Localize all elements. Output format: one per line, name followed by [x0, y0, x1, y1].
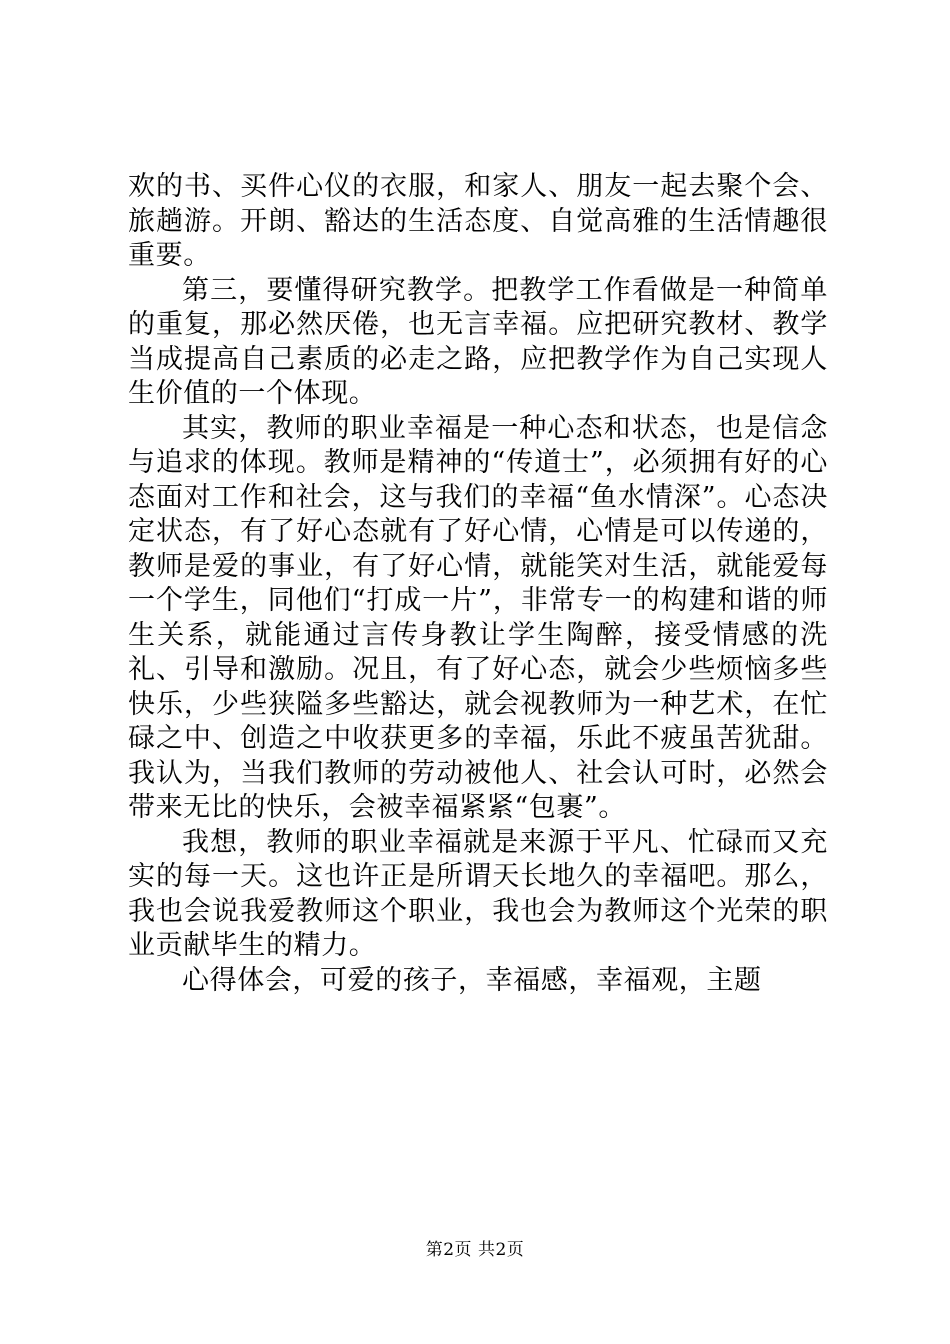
paragraph-continuation: 欢的书、买件心仪的衣服，和家人、朋友一起去聚个会、旅趟游。开朗、豁达的生活态度、自觉高雅的生活情趣很重要。 [128, 171, 828, 271]
paragraph-conclusion: 我想，教师的职业幸福就是来源于平凡、忙碌而又充实的每一天。这也许正是所谓天长地久的幸福吧。那么，我也会说我爱教师这个职业，我也会为教师这个光荣的职业贡献毕生的精力。 [128, 826, 828, 961]
document-body [128, 170, 828, 998]
paragraph-mindset: 其实，教师的职业幸福是一种心态和状态，也是信念与追求的体现。教师是精神的“传道士”，必须拥有好的心态面对工作和社会，这与我们的幸福“鱼水情深”。心态决定状态，有了好心态就有了好心情，心情是可以传递的，教师是爱的事业，有了好心情，就能笑对生活，就能爱每一个学生，同他们“打成一片”，非常专一的构建和谐的师生关系，就能通过言传身教让学生陶醉，接受情感的洗礼、引导和激励。况且，有了好心态，就会少些烦恼多些快乐，少些狭隘多些豁达，就会视教师为一种艺术，在忙碌之中、创造之中收获更多的幸福，乐此不疲虽苦犹甜。我认为，当我们教师的劳动被他人、社会认可时，必然会带来无比的快乐，会被幸福紧紧“包裹”。 [128, 412, 828, 823]
keywords-line: 心得体会，可爱的孩子，幸福感，幸福观，主题 [182, 964, 762, 996]
page-footer: 第2页 共2页 [425, 1240, 525, 1260]
paragraph-research-teaching: 第三，要懂得研究教学。把教学工作看做是一种简单的重复，那必然厌倦，也无言幸福。应把研究教材、教学当成提高自己素质的必走之路，应把教学作为自己实现人生价值的一个体现。 [128, 274, 828, 409]
